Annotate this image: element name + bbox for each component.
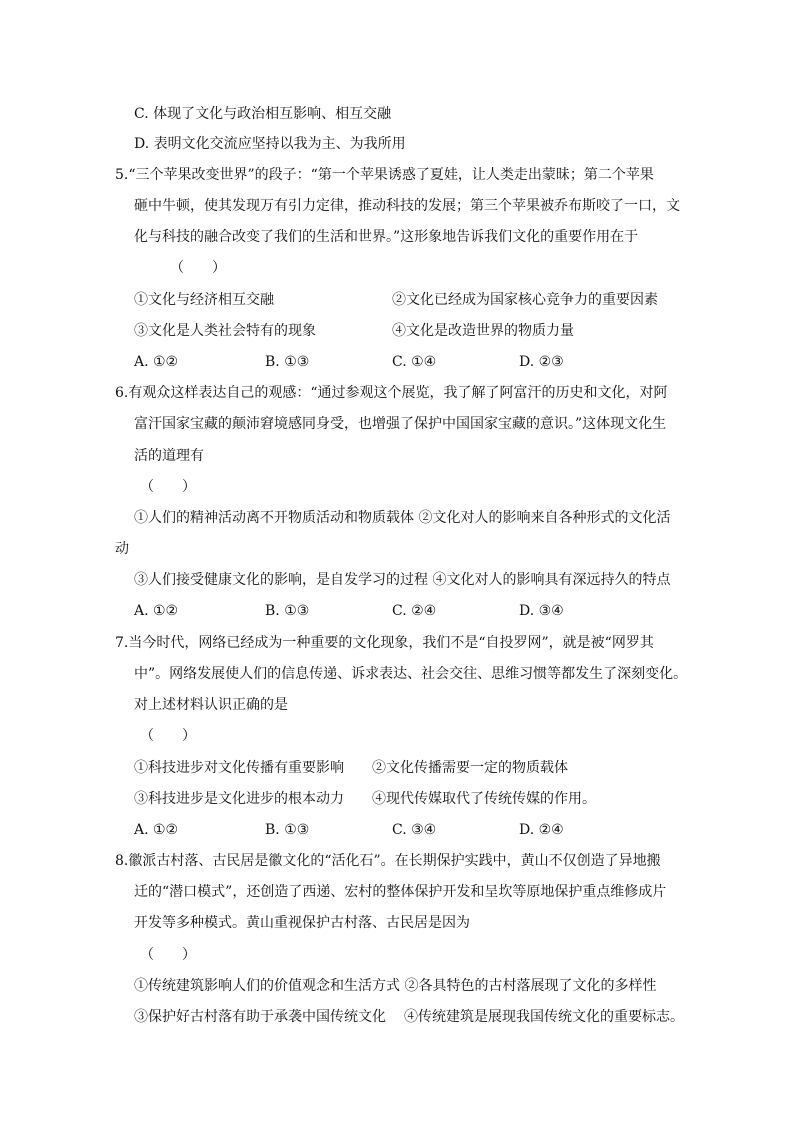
q8-statement-4: ④传统建筑是展现我国传统文化的重要标志。 <box>404 1009 684 1025</box>
q8-answer-paren: （ ） <box>140 947 196 963</box>
q5-option-d: D. ②③ <box>519 354 564 370</box>
q5-answer-paren: （ ） <box>170 260 226 276</box>
q6-answer-paren: （ ） <box>140 479 196 495</box>
q7-option-c: C. ③④ <box>392 822 437 838</box>
q6-option-a: A. ①② <box>134 603 179 619</box>
q7-statement-4: ④现代传媒取代了传统传媒的作用。 <box>372 791 596 807</box>
q7-stem-line-1: 7.当今时代，网络已经成为一种重要的文化现象，我们不是“自投罗网”，就是被“网罗其 <box>115 635 654 651</box>
q7-stem-line-2: 中”。网络发展使人们的信息传递、诉求表达、社会交往、思维习惯等都发生了深刻变化。 <box>134 666 688 682</box>
q8-stem-line-2: 迁的“潜口模式”，还创造了西递、宏村的整体保护开发和呈坎等原地保护重点维修成片 <box>134 884 667 900</box>
q5-option-b: B. ①③ <box>265 354 310 370</box>
q8-statement-3: ③保护好古村落有助于承袭中国传统文化 <box>134 1009 386 1025</box>
q8-statements-1-2: ①传统建筑影响人们的价值观念和生活方式 ②各具特色的古村落展现了文化的多样性 <box>134 978 657 994</box>
q5-option-c: C. ①④ <box>392 354 437 370</box>
q5-stem-line-3: 化与科技的融合改变了我们的生活和世界。”这形象地告诉我们文化的重要作用在于 <box>134 229 639 245</box>
q7-option-d: D. ②④ <box>519 822 564 838</box>
q8-stem-line-1: 8.徽派古村落、古民居是徽文化的“活化石”。在长期保护实践中，黄山不仅创造了异地搬 <box>115 853 661 869</box>
q7-option-b: B. ①③ <box>265 822 310 838</box>
q5-option-a: A. ①② <box>134 354 179 370</box>
q7-statement-1: ①科技进步对文化传播有重要影响 <box>134 760 344 776</box>
q7-option-a: A. ①② <box>134 822 179 838</box>
q5-stem-line-1: 5.“三个苹果改变世界”的段子：“第一个苹果诱惑了夏娃，让人类走出蒙昧；第二个苹果 <box>115 167 654 183</box>
q6-stem-line-2: 富汗国家宝藏的颠沛窘境感同身受，也增强了保护中国国家宝藏的意识。”这体现文化生 <box>134 416 667 432</box>
q7-stem-line-3: 对上述材料认识正确的是 <box>134 697 288 713</box>
q7-statement-2: ②文化传播需要一定的物质载体 <box>372 760 568 776</box>
q8-stem-line-3: 开发等多种模式。黄山重视保护古村落、古民居是因为 <box>134 915 470 931</box>
q6-statements-3-4: ③人们接受健康文化的影响，是自发学习的过程 ④文化对人的影响具有深远持久的特点 <box>134 572 671 588</box>
q5-statement-3: ③文化是人类社会特有的现象 <box>134 323 316 339</box>
q5-statement-1: ①文化与经济相互交融 <box>134 292 274 308</box>
q6-option-c: C. ②④ <box>392 603 437 619</box>
q4-option-c: C. 体现了文化与政治相互影响、相互交融 <box>134 106 392 122</box>
q5-stem-line-2: 砸中牛顿，使其发现万有引力定律，推动科技的发展；第三个苹果被乔布斯咬了一口，文 <box>134 198 680 214</box>
q7-statement-3: ③科技进步是文化进步的根本动力 <box>134 791 344 807</box>
q6-option-d: D. ③④ <box>519 603 564 619</box>
q5-statement-2: ②文化已经成为国家核心竞争力的重要因素 <box>392 292 658 308</box>
q6-stem-line-1: 6.有观众这样表达自己的观感：“通过参观这个展览，我了解了阿富汗的历史和文化，对阿 <box>115 385 668 401</box>
q6-statements-1-2-wrap: 动 <box>115 541 129 557</box>
q5-statement-4: ④文化是改造世界的物质力量 <box>392 323 574 339</box>
q4-option-d: D. 表明文化交流应坚持以我为主、为我所用 <box>134 136 406 152</box>
q6-statements-1-2: ①人们的精神活动离不开物质活动和物质载体 ②文化对人的影响来自各种形式的文化活 <box>134 510 671 526</box>
q7-answer-paren: （ ） <box>140 728 196 744</box>
q6-option-b: B. ①③ <box>265 603 310 619</box>
q6-stem-line-3: 活的道理有 <box>134 448 204 464</box>
